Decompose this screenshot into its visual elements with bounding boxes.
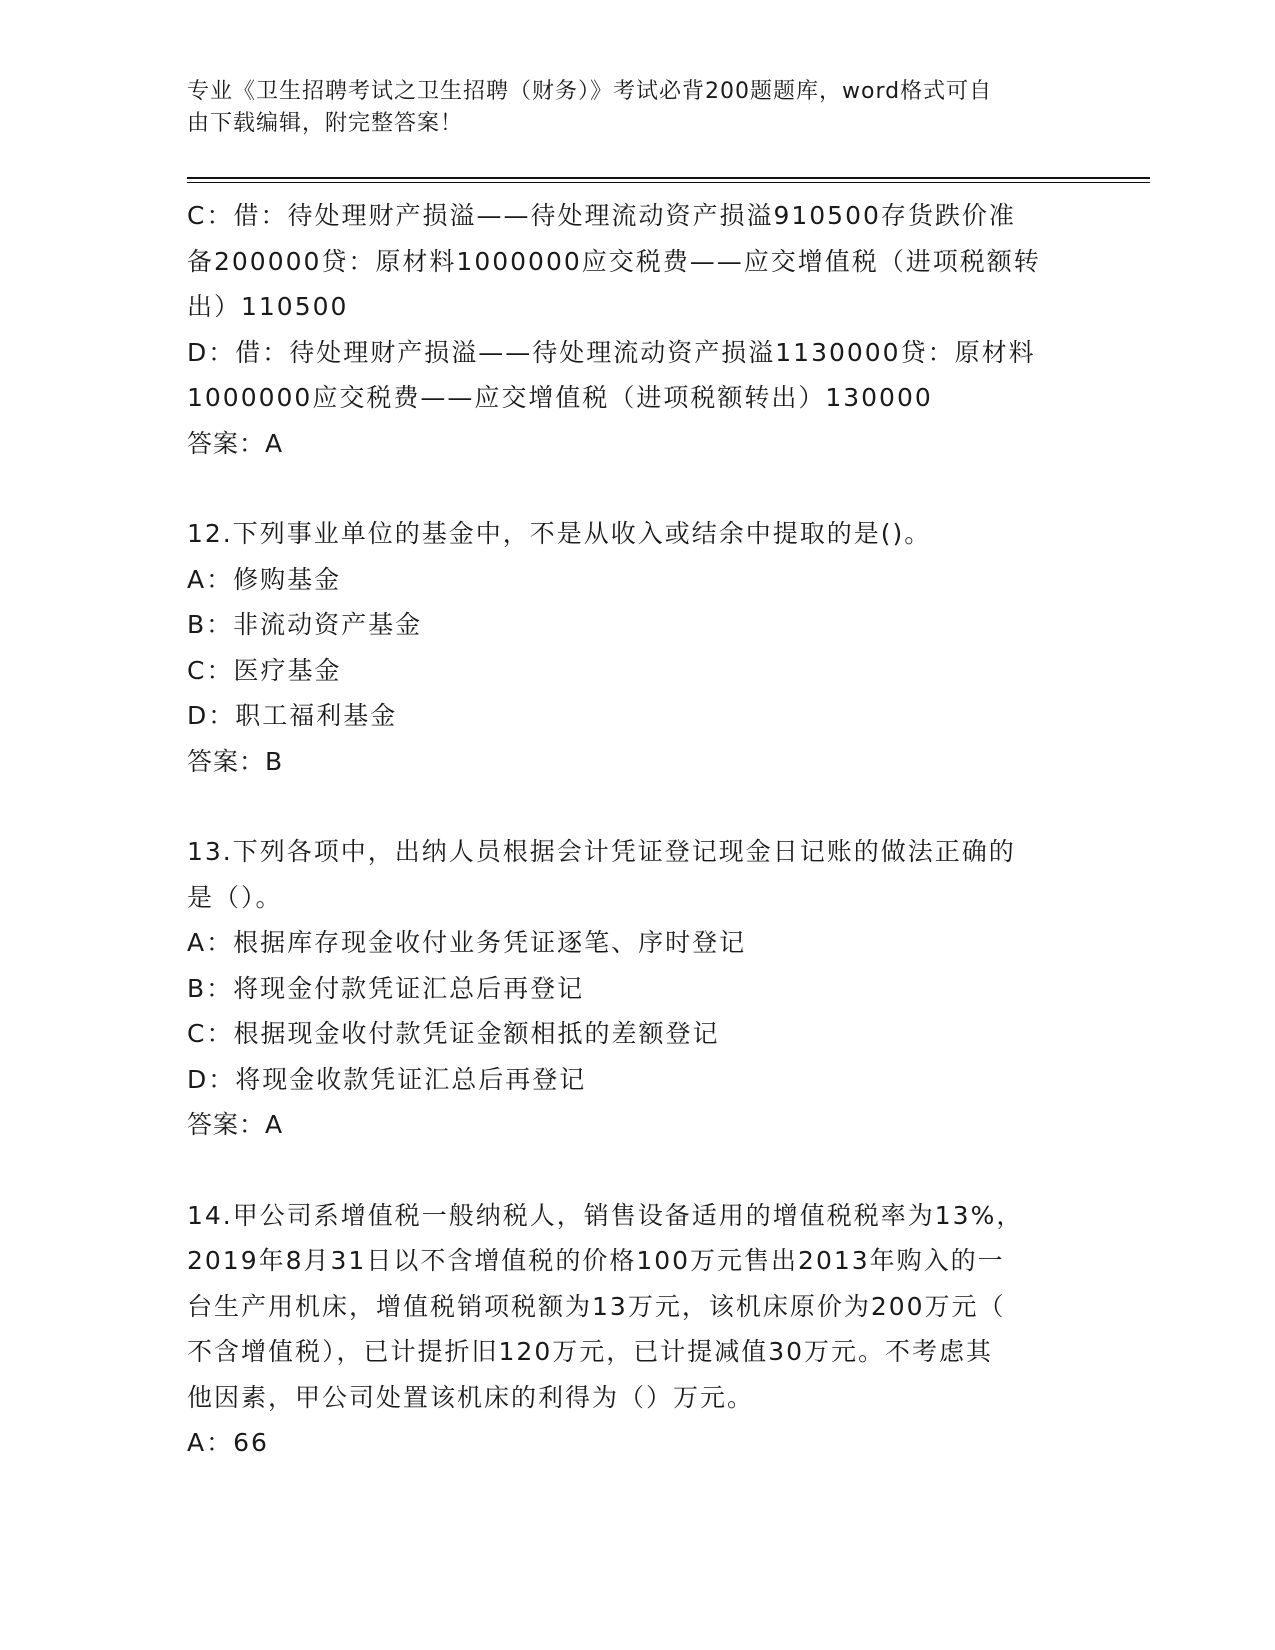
answer-label: 答案：A [187, 428, 284, 458]
option-b: B：非流动资产基金 [187, 610, 423, 639]
option-c: C：根据现金收付款凭证金额相抵的差额登记 [187, 1019, 720, 1048]
header-divider-thin [187, 182, 1150, 183]
answer-label: 答案：B [187, 746, 284, 776]
header-title-line-2: 由下载编辑，附完整答案！ [187, 111, 464, 136]
option-b: B：将现金付款凭证汇总后再登记 [187, 973, 585, 1003]
option-c-line: 出）110500 [187, 292, 349, 321]
question-stem: 12.下列事业单位的基金中，不是从收入或结余中提取的是()。 [187, 519, 932, 548]
option-d-line: D：借：待处理财产损溢——待处理流动资产损溢1130000贷：原材料 [187, 337, 1036, 367]
header-title-line-1: 专业《卫生招聘考试之卫生招聘（财务）》考试必背200题题库，word格式可自 [187, 79, 993, 104]
option-a: A：修购基金 [187, 564, 342, 594]
spacer [187, 784, 1087, 829]
question-stem: 13.下列各项中，出纳人员根据会计凭证登记现金日记账的做法正确的 [187, 837, 1016, 866]
document-body [187, 193, 1087, 1466]
option-a: A：66 [187, 1428, 269, 1457]
question-14 [187, 1193, 1087, 1466]
option-d: D：将现金收款凭证汇总后再登记 [187, 1064, 587, 1094]
question-12 [187, 511, 1087, 784]
question-stem: 不含增值税），已计提折旧120万元，已计提减值30万元。不考虑其 [187, 1337, 994, 1366]
option-c-line: C：借：待处理财产损溢——待处理流动资产损溢910500存货跌价准 [187, 201, 1016, 230]
header-divider-thick [187, 177, 1150, 179]
option-c: C：医疗基金 [187, 655, 342, 685]
spacer [187, 466, 1087, 511]
question-13 [187, 829, 1087, 1148]
spacer [187, 1148, 1087, 1193]
option-d-line: 1000000应交税费——应交增值税（进项税额转出）130000 [187, 383, 933, 412]
question-11-continued [187, 193, 1087, 466]
document-header [187, 76, 1087, 140]
option-d: D：职工福利基金 [187, 701, 398, 730]
option-a: A：根据库存现金收付业务凭证逐笔、序时登记 [187, 928, 747, 957]
question-stem: 是（）。 [187, 882, 283, 912]
option-c-line: 备200000贷：原材料1000000应交税费——应交增值税（进项税额转 [187, 246, 1041, 276]
question-stem: 台生产用机床，增值税销项税额为13万元，该机床原价为200万元（ [187, 1291, 1006, 1321]
question-stem: 2019年8月31日以不含增值税的价格100万元售出2013年购入的一 [187, 1246, 1005, 1275]
question-stem: 14.甲公司系增值税一般纳税人，销售设备适用的增值税税率为13%， [187, 1200, 1024, 1230]
answer-label: 答案：A [187, 1110, 284, 1139]
question-stem: 他因素，甲公司处置该机床的利得为（）万元。 [187, 1382, 755, 1412]
